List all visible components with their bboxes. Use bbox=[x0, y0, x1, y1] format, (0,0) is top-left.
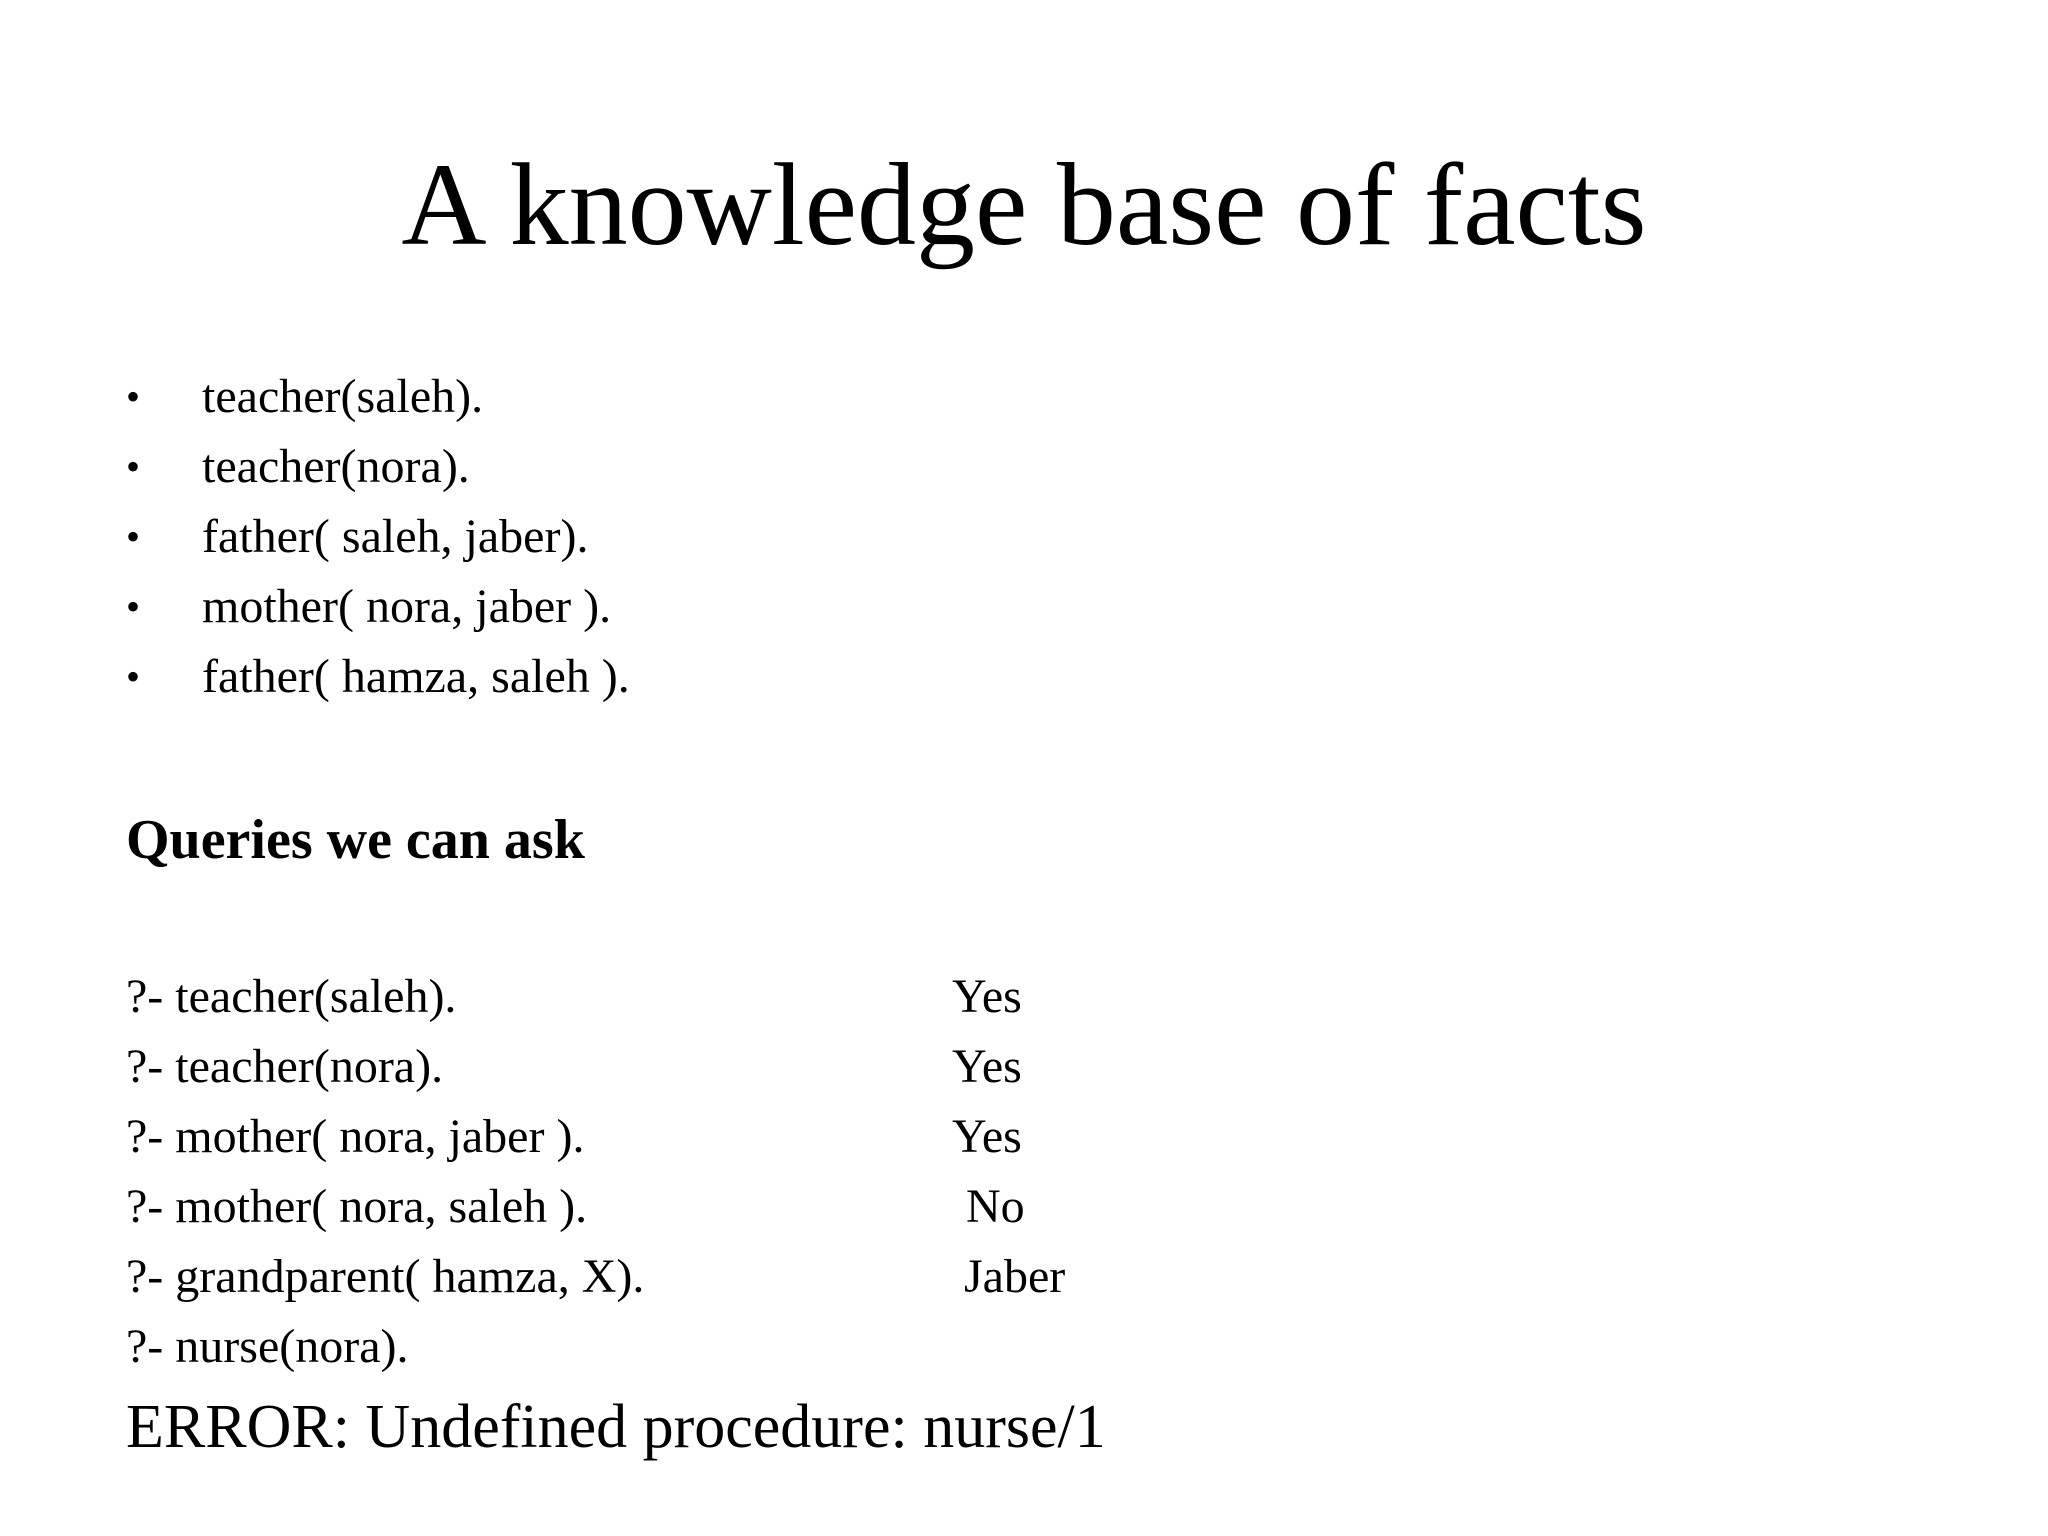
fact-item bbox=[126, 432, 630, 502]
query-text: ?- grandparent( hamza, X). bbox=[126, 1250, 645, 1303]
query-text: ?- mother( nora, jaber ). bbox=[126, 1110, 585, 1163]
fact-item bbox=[126, 642, 630, 712]
query-text: ?- teacher(saleh). bbox=[126, 970, 457, 1023]
queries-heading: Queries we can ask bbox=[126, 809, 585, 871]
bullet-icon: • bbox=[126, 444, 141, 489]
slide-title: A knowledge base of facts bbox=[401, 139, 1647, 270]
query-text: ?- teacher(nora). bbox=[126, 1040, 444, 1093]
fact-text: father( hamza, saleh ). bbox=[202, 650, 630, 703]
fact-text: father( saleh, jaber). bbox=[202, 510, 589, 563]
query-answer: Yes bbox=[952, 1110, 1022, 1163]
bullet-icon: • bbox=[126, 654, 141, 699]
error-message: ERROR: Undefined procedure: nurse/1 bbox=[126, 1393, 1106, 1461]
bullet-icon: • bbox=[126, 374, 141, 419]
fact-item bbox=[126, 572, 630, 642]
fact-text: teacher(saleh). bbox=[202, 370, 484, 423]
fact-text: teacher(nora). bbox=[202, 440, 470, 493]
fact-item bbox=[126, 362, 630, 432]
query-answer: Jaber bbox=[964, 1250, 1066, 1303]
fact-text: mother( nora, jaber ). bbox=[202, 580, 612, 633]
query-text: ?- mother( nora, saleh ). bbox=[126, 1180, 588, 1233]
fact-item bbox=[126, 502, 630, 572]
query-answer: No bbox=[966, 1180, 1025, 1233]
query-answer: Yes bbox=[952, 970, 1022, 1023]
bullet-icon: • bbox=[126, 584, 141, 629]
bullet-icon: • bbox=[126, 514, 141, 559]
query-answer: Yes bbox=[952, 1040, 1022, 1093]
query-text: ?- nurse(nora). bbox=[126, 1320, 409, 1373]
facts-list bbox=[126, 362, 630, 712]
